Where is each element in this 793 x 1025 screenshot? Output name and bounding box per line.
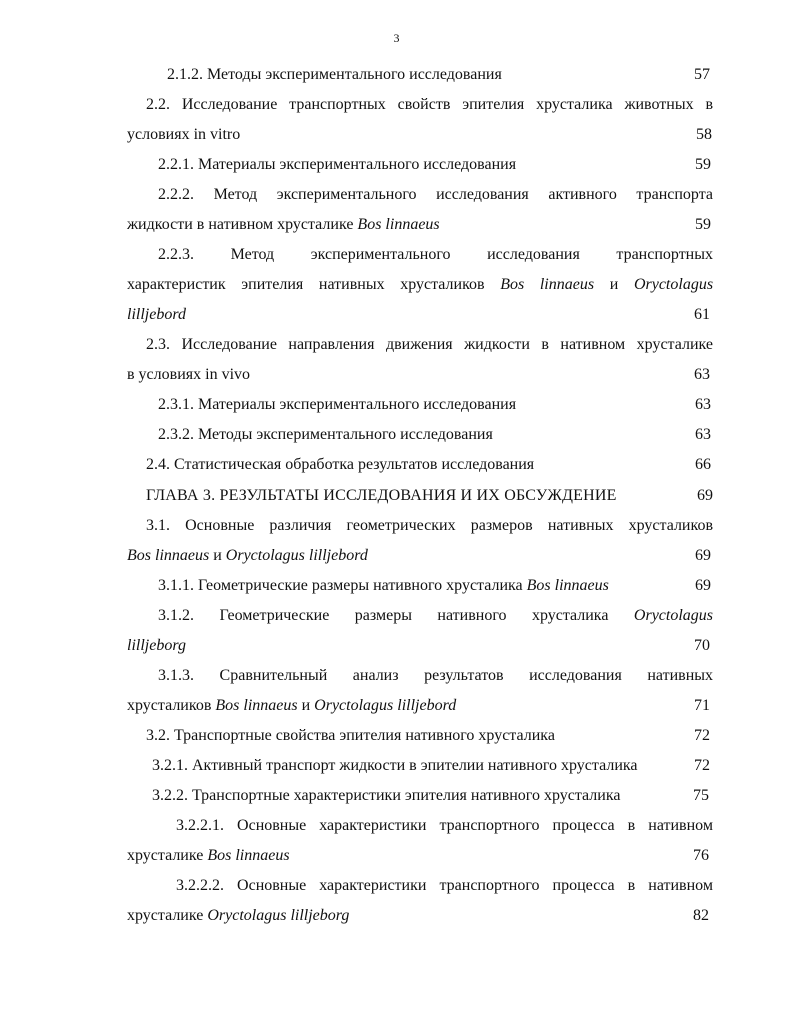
- toc-num: 2.4.: [146, 456, 170, 473]
- toc-species: Bos linnaeus: [127, 547, 210, 564]
- toc-page: 63: [695, 396, 711, 413]
- toc-species: Bos linnaeus: [207, 847, 290, 864]
- toc-conj: и: [301, 697, 311, 714]
- toc-num: 3.1.2.: [158, 607, 194, 624]
- toc-text: Транспортные характеристики эпителия нативного хрусталика: [192, 787, 621, 804]
- toc-page: 58: [696, 126, 712, 143]
- chapter-heading: ГЛАВА 3. РЕЗУЛЬТАТЫ ИССЛЕДОВАНИЯ И ИХ ОБСУЖДЕНИЕ: [146, 487, 617, 504]
- toc-text: Материалы экспериментального исследования: [198, 396, 517, 413]
- toc-text: Транспортные свойства эпителия нативного хрусталика: [174, 727, 555, 744]
- toc-num: 2.2.3.: [158, 246, 194, 263]
- page-number: 3: [393, 31, 400, 45]
- toc-species: Bos linnaeus: [500, 276, 595, 293]
- toc-text: Исследование транспортных свойств эпителия хрусталика животных в: [181, 96, 714, 113]
- toc-page: 59: [695, 216, 711, 233]
- toc-page: 69: [697, 487, 713, 504]
- toc-text: Материалы экспериментального исследования: [198, 156, 517, 173]
- toc-text: Исследование направления движения жидкости в нативном хрусталике: [181, 336, 714, 353]
- toc-text: Статистическая обработка результатов исследования: [174, 456, 535, 473]
- toc-num: 2.2.2.: [158, 186, 194, 203]
- toc-num: 3.2.: [146, 727, 170, 744]
- toc-species: Oryctolagus: [633, 276, 714, 293]
- toc-species: Oryctolagus lilljeborg: [207, 907, 350, 924]
- toc-species: Oryctolagus: [633, 607, 714, 624]
- toc-text: Методы экспериментального исследования: [207, 66, 502, 83]
- toc-num: 2.2.: [146, 96, 170, 113]
- toc-text: характеристик эпителия нативных хрусталиков: [127, 276, 485, 293]
- toc-text: в условиях in vivo: [127, 366, 251, 383]
- toc-text: хрусталике: [127, 847, 204, 864]
- toc-text: условиях in vitro: [127, 126, 241, 143]
- toc-num: 3.2.2.: [152, 787, 188, 804]
- toc-text: Метод экспериментального исследования транспортных: [230, 246, 713, 263]
- toc-page: 59: [695, 156, 711, 173]
- toc-num: 2.2.1.: [158, 156, 194, 173]
- toc-conj: и: [213, 547, 222, 564]
- toc-page: 70: [694, 637, 710, 654]
- toc-page: 57: [694, 66, 710, 83]
- toc-species: Oryctolagus lilljebord: [314, 697, 457, 714]
- toc-page: 75: [693, 787, 709, 804]
- toc-num: 3.2.1.: [152, 757, 188, 774]
- toc-species: lilljebord: [127, 306, 186, 323]
- toc-num: 3.2.2.2.: [176, 877, 224, 894]
- toc-text: хрусталике: [127, 907, 204, 924]
- toc-text: жидкости в нативном хрусталике: [127, 216, 354, 233]
- toc-page: 82: [693, 907, 709, 924]
- toc-species: lilljeborg: [127, 637, 186, 654]
- toc-text: Геометрические размеры нативного хрусталика: [198, 577, 523, 594]
- toc-species: Bos linnaeus: [215, 697, 298, 714]
- toc-num: 2.3.: [146, 336, 170, 353]
- toc-species: Bos linnaeus: [357, 216, 440, 233]
- toc-page: 63: [694, 366, 710, 383]
- toc-text: Методы экспериментального исследования: [198, 426, 493, 443]
- toc-page: 71: [694, 697, 710, 714]
- toc-num: 3.1.: [146, 517, 170, 534]
- toc-text: Сравнительный анализ результатов исследования нативных: [219, 667, 714, 684]
- toc-text: Активный транспорт жидкости в эпителии нативного хрусталика: [192, 757, 638, 774]
- toc-text: Основные характеристики транспортного процесса в нативном: [237, 817, 713, 834]
- toc-num: 3.1.3.: [158, 667, 194, 684]
- toc-conj: и: [609, 276, 619, 293]
- toc-page: 72: [694, 727, 710, 744]
- toc-page: 69: [695, 577, 711, 594]
- toc-text: хрусталиков: [127, 697, 212, 714]
- toc-page: 66: [695, 456, 711, 473]
- toc-num: 3.2.2.1.: [176, 817, 224, 834]
- toc-page: 69: [695, 547, 711, 564]
- toc-text: Основные различия геометрических размеров нативных хрусталиков: [185, 517, 714, 534]
- toc-text: Основные характеристики транспортного процесса в нативном: [237, 877, 713, 894]
- toc-num: 2.3.2.: [158, 426, 194, 443]
- toc-species: Oryctolagus lilljebord: [225, 547, 368, 564]
- toc-num: 3.1.1.: [158, 577, 194, 594]
- toc-page: 63: [695, 426, 711, 443]
- toc-text: Геометрические размеры нативного хрусталика: [219, 607, 609, 624]
- toc-page: 76: [693, 847, 709, 864]
- toc-species: Bos linnaeus: [526, 577, 609, 594]
- toc-num: 2.3.1.: [158, 396, 194, 413]
- toc-page: 61: [694, 306, 710, 323]
- toc-text: Метод экспериментального исследования активного транспорта: [213, 186, 713, 203]
- toc-num: 2.1.2.: [167, 66, 203, 83]
- toc-page: 72: [694, 757, 710, 774]
